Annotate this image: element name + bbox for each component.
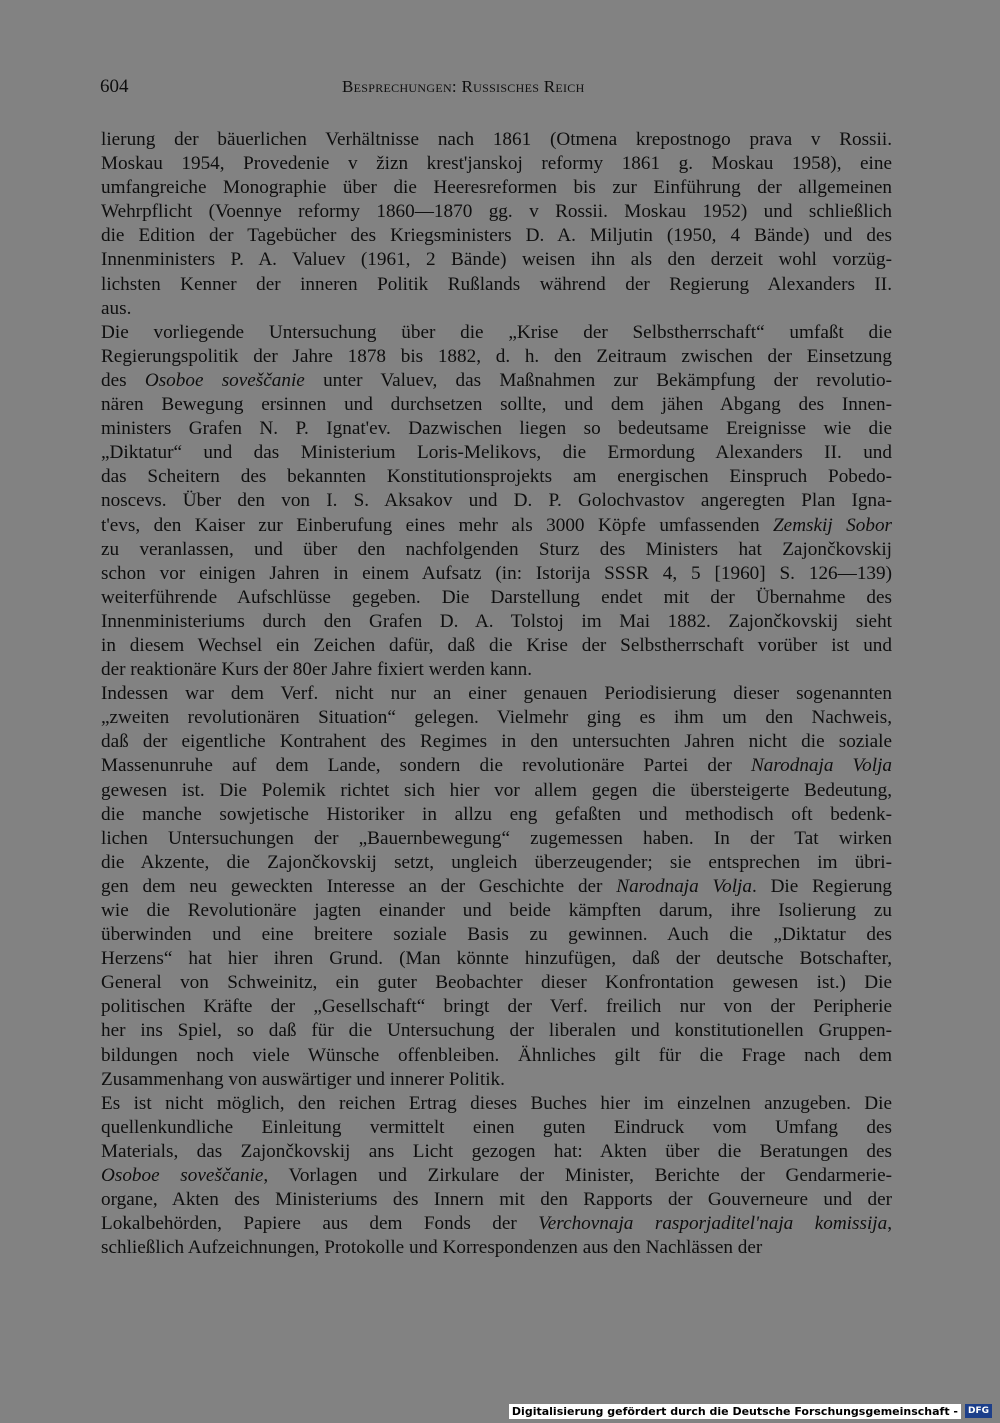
text-run: das Scheitern des bekannten Konstitutionsprojekts am energischen Einspruch Pobedo- [101, 466, 892, 488]
text-line [101, 273, 892, 297]
text-run: t'evs, den Kaiser zur Einberufung eines mehr als 3000 Köpfe umfassenden [101, 514, 774, 536]
italic-term: Osoboe soveščanie [144, 369, 305, 391]
text-line [101, 465, 892, 489]
text-run: Lokalbehörden, Papiere aus dem Fonds der [101, 1213, 539, 1235]
text-line [101, 489, 892, 513]
text-line [101, 803, 892, 827]
italic-term: Narodnaja Volja [750, 755, 892, 777]
text-run: gewesen ist. Die Polemik richtet sich hier vor allem gegen die übersteigerte Bedeutung, [101, 779, 892, 801]
text-run: , [887, 1213, 893, 1235]
text-run: ministers Grafen N. P. Ignat'ev. Dazwischen liegen so bedeutsame Ereignisse wie die [101, 418, 892, 440]
text-run: lichsten Kenner der inneren Politik Rußlands während der Regierung Alexanders II. [101, 273, 892, 295]
text-run: Wehrpflicht (Voennye reformy 1860—1870 gg. v Rossii. Moskau 1952) und schließlich [101, 201, 892, 223]
text-run: . Die Regierung [751, 875, 893, 897]
text-line [101, 730, 892, 754]
text-line [101, 923, 892, 947]
text-run: Innenministers P. A. Valuev (1961, 2 Bände) weisen ihn als den derzeit wohl vorzüg- [101, 249, 892, 271]
paragraph [101, 1092, 892, 1261]
text-run: organe, Akten des Ministeriums des Innern mit den Rapports der Gouverneure und der [101, 1189, 892, 1211]
text-line [101, 947, 892, 971]
text-run: Die vorliegende Untersuchung über die „Krise der Selbstherrschaft“ umfaßt die [101, 321, 892, 343]
text-run: „zweiten revolutionären Situation“ gelegen. Vielmehr ging es ihm um den Nachweis, [101, 707, 892, 729]
text-line [101, 779, 892, 803]
text-run: zu veranlassen, und über den nachfolgenden Sturz des Ministers hat Zajončkovskij [101, 538, 892, 560]
text-line [101, 851, 892, 875]
text-line [101, 1116, 892, 1140]
text-line [101, 1188, 892, 1212]
text-line [101, 971, 892, 995]
text-line [101, 875, 892, 899]
text-run: bildungen noch viele Wünsche offenbleiben. Ähnliches gilt für die Frage nach dem [101, 1044, 892, 1066]
text-line [101, 1236, 892, 1260]
text-run: schon vor einigen Jahren in einem Aufsatz (in: Istorija SSSR 4, 5 [1960] S. 126—139) [101, 562, 892, 584]
text-run: politischen Kräfte der „Gesellschaft“ bringt der Verf. freilich nur von der Peripherie [101, 996, 892, 1018]
text-run: Es ist nicht möglich, den reichen Ertrag dieses Buches hier im einzelnen anzugeben. Die [101, 1092, 892, 1114]
text-line [101, 995, 892, 1019]
running-header [100, 74, 910, 100]
text-run: die Akzente, die Zajončkovskij setzt, ungleich überzeugender; sie entsprechen im übri- [101, 851, 892, 873]
text-run: des [101, 369, 145, 391]
text-run: daß der eigentliche Kontrahent des Regimes in den untersuchten Jahren nicht die soziale [101, 731, 892, 753]
text-line [101, 610, 892, 634]
text-run: Indessen war dem Verf. nicht nur an einer genauen Periodisierung dieser sogenannten [101, 683, 892, 705]
text-run: Materials, das Zajončkovskij ans Licht gezogen hat: Akten über die Beratungen des [101, 1140, 892, 1162]
text-run: gen dem neu geweckten Interesse an der Geschichte der [101, 875, 617, 897]
text-run: überwinden und eine breitere soziale Basis zu gewinnen. Auch die „Diktatur des [101, 924, 892, 946]
text-line [101, 706, 892, 730]
text-line [101, 369, 892, 393]
text-line [101, 1212, 892, 1236]
paragraph [101, 321, 892, 682]
italic-term: Osoboe soveščanie [101, 1165, 264, 1187]
text-line [101, 514, 892, 538]
page-number: 604 [100, 76, 129, 97]
text-line [101, 393, 892, 417]
italic-term: Zemskij Sobor [773, 514, 893, 536]
text-line [101, 321, 892, 345]
text-line [101, 1019, 892, 1043]
text-line [101, 899, 892, 923]
text-run: her ins Spiel, so daß für die Untersuchung der liberalen und konstitutionellen Gruppen- [101, 1020, 892, 1042]
text-run: wie die Revolutionäre jagten einander und beide kämpften darum, ihre Isolierung zu [101, 900, 892, 921]
text-run: Zusammenhang von auswärtiger und innerer Politik. [101, 1068, 505, 1090]
text-run: Herzens“ hat hier ihren Grund. (Man könnte hinzufügen, daß der deutsche Botschafter, [101, 948, 892, 970]
text-run: Innenministeriums durch den Grafen D. A. Tolstoj im Mai 1882. Zajončkovskij sieht [101, 610, 892, 632]
text-line [101, 538, 892, 562]
text-line [101, 224, 892, 248]
text-line [101, 441, 892, 465]
text-run: der reaktionäre Kurs der 80er Jahre fixiert werden kann. [101, 659, 532, 681]
text-run: General von Schweinitz, ein guter Beobachter dieser Konfrontation gewesen ist.) Die [101, 972, 892, 994]
text-run: aus. [101, 297, 132, 319]
text-line [101, 417, 892, 441]
text-line [101, 248, 892, 272]
text-line [101, 658, 892, 682]
text-line [101, 200, 892, 224]
running-title: Besprechungen: Russisches Reich [342, 77, 585, 96]
text-line [101, 634, 892, 658]
text-line [101, 1164, 892, 1188]
paragraph [101, 682, 892, 1092]
text-line [101, 562, 892, 586]
digitization-footer [509, 1403, 992, 1419]
text-run: Moskau 1954, Provedenie v žizn krest'janskoj reformy 1861 g. Moskau 1958), eine [101, 153, 892, 175]
text-run: nären Bewegung ersinnen und durchsetzen sollte, und dem jähen Abgang des Innen- [101, 394, 892, 416]
article-body [101, 128, 892, 1260]
text-run: in diesem Wechsel ein Zeichen dafür, daß die Krise der Selbstherrschaft vorüber ist und [101, 634, 892, 656]
paragraph [101, 128, 892, 321]
italic-term: Narodnaja Volja [616, 875, 752, 897]
dfg-logo: DFG [965, 1404, 992, 1418]
text-line [101, 1140, 892, 1164]
text-run: , Vorlagen und Zirkulare der Minister, Berichte der Gendarmerie- [263, 1165, 892, 1187]
footer-credit: Digitalisierung gefördert durch die Deutsche Forschungsgemeinschaft - [509, 1404, 961, 1419]
text-line [101, 1044, 892, 1068]
text-line [101, 682, 892, 706]
text-run: die Edition der Tagebücher des Kriegsministers D. A. Miljutin (1950, 4 Bände) und des [101, 225, 892, 247]
text-line [101, 176, 892, 200]
text-line [101, 754, 892, 778]
text-run: „Diktatur“ und das Ministerium Loris-Melikovs, die Ermordung Alexanders II. und [101, 442, 892, 464]
text-run: lichen Untersuchungen der „Bauernbewegung“ zugemessen haben. In der Tat wirken [101, 827, 892, 849]
text-run: umfangreiche Monographie über die Heeresreformen bis zur Einführung der allgemeinen [101, 177, 892, 199]
text-line [101, 827, 892, 851]
text-line [101, 128, 892, 152]
text-line [101, 1068, 892, 1092]
text-run: noscevs. Über den von I. S. Aksakov und D. P. Golochvastov angeregten Plan Igna- [101, 490, 892, 512]
text-run: Regierungspolitik der Jahre 1878 bis 1882, d. h. den Zeitraum zwischen der Einsetzung [101, 345, 892, 367]
text-run: unter Valuev, das Maßnahmen zur Bekämpfung der revolutio- [304, 369, 893, 391]
text-line [101, 152, 892, 176]
text-line [101, 345, 892, 369]
italic-term: Verchovnaja rasporjaditel'naja komissija [538, 1213, 888, 1235]
text-line [101, 586, 892, 610]
text-run: die manche sowjetische Historiker in allzu eng gefaßten und methodisch oft bedenk- [101, 803, 892, 825]
text-run: lierung der bäuerlichen Verhältnisse nach 1861 (Otmena krepostnogo prava v Rossii. [101, 129, 892, 150]
text-run: Massenunruhe auf dem Lande, sondern die revolutionäre Partei der [101, 755, 751, 777]
text-run: weiterführende Aufschlüsse gegeben. Die Darstellung endet mit der Übernahme des [101, 586, 892, 608]
text-run: schließlich Aufzeichnungen, Protokolle und Korrespondenzen aus den Nachlässen der [101, 1237, 763, 1259]
text-line [101, 297, 892, 321]
text-run: quellenkundliche Einleitung vermittelt einen guten Eindruck vom Umfang des [101, 1116, 892, 1138]
text-line [101, 1092, 892, 1116]
